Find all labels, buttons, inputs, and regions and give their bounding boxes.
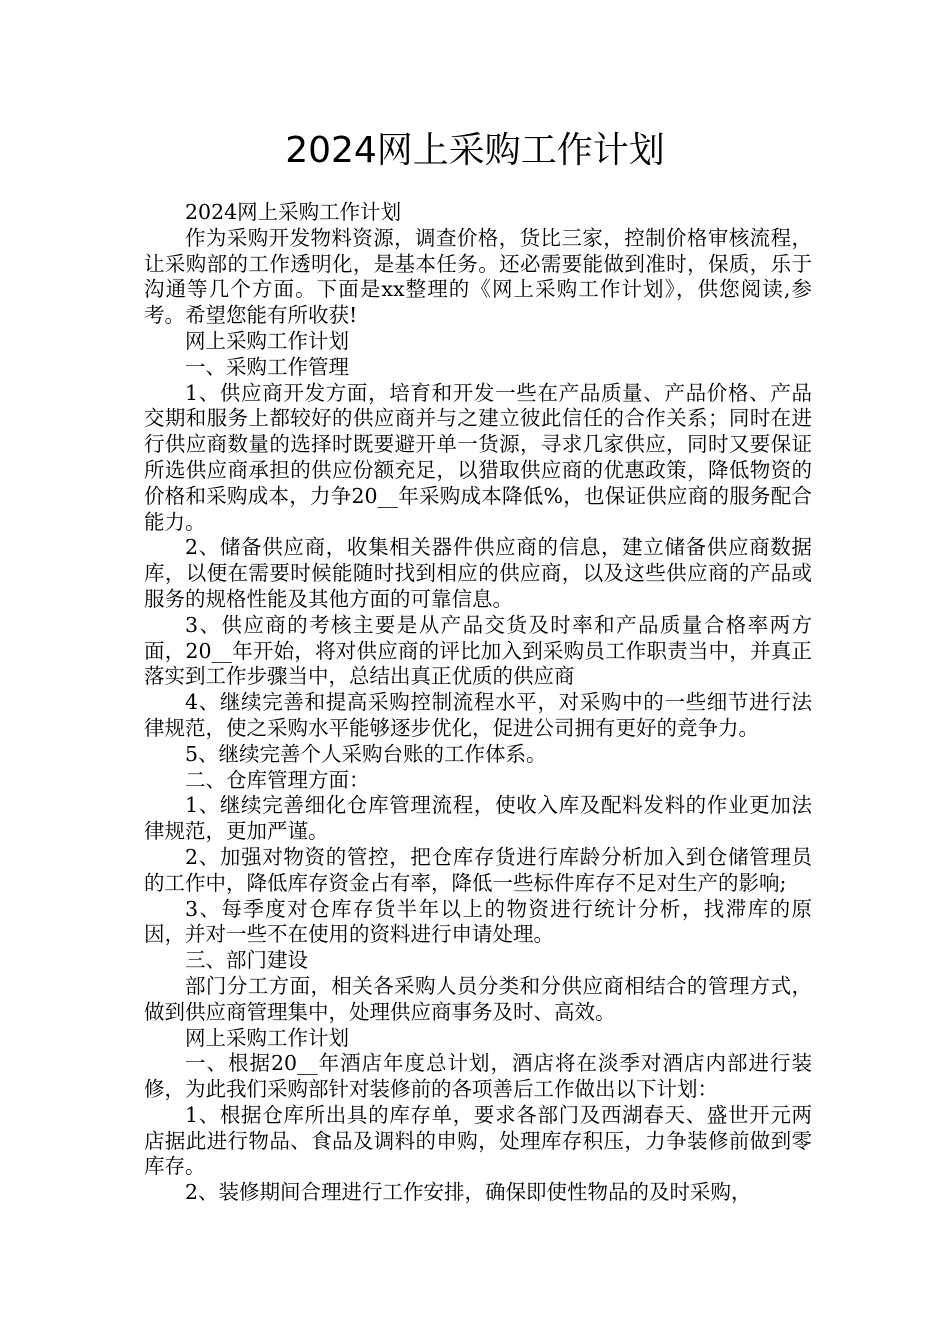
paragraph: 1、根据仓库所出具的库存单，要求各部门及西湖春天、盛世开元两店据此进行物品、食品及调料的申购，处理库存积压，力争装修前做到零库存。 bbox=[144, 1102, 812, 1179]
document-title: 2024网上采购工作计划 bbox=[285, 130, 665, 171]
paragraph: 4、继续完善和提高采购控制流程水平，对采购中的一些细节进行法律规范，使之采购水平能够逐步优化，促进公司拥有更好的竞争力。 bbox=[144, 690, 812, 740]
paragraph: 一、根据20__年酒店年度总计划，酒店将在淡季对酒店内部进行装修，为此我们采购部针对装修前的各项善后工作做出以下计划： bbox=[144, 1051, 812, 1102]
paragraph: 1、继续完善细化仓库管理流程，使收入库及配料发料的作业更加法律规范，更加严谨。 bbox=[144, 793, 812, 844]
paragraph: 5、继续完善个人采购台账的工作体系。 bbox=[185, 741, 547, 766]
paragraph-intro: 作为采购开发物料资源，调查价格，货比三家，控制价格审核流程，让采购部的工作透明化，是基本任务。还必需要能做到准时，保质，乐于沟通等几个方面。下面是xx整理的《网上采购工作计划》，供您阅读,参考。希望您能有所收获! bbox=[144, 225, 812, 328]
section-heading: 一、采购工作管理 bbox=[185, 354, 349, 379]
paragraph: 2、加强对物资的管控，把仓库存货进行库龄分析加入到仓储管理员的工作中，降低库存资金占有率，降低一些标件库存不足对生产的影响; bbox=[144, 844, 812, 895]
section-heading: 三、部门建设 bbox=[185, 948, 308, 973]
paragraph: 3、每季度对仓库存货半年以上的物资进行统计分析，找滞库的原因，并对一些不在使用的资料进行申请处理。 bbox=[144, 896, 812, 947]
paragraph: 1、供应商开发方面，培育和开发一些在产品质量、产品价格、产品交期和服务上都较好的供应商并与之建立彼此信任的合作关系；同时在进行供应商数量的选择时既要避开单一货源，寻求几家供应，同时又要保证所选供应商承担的供应份额充足，以猎取供应商的优惠政策，降低物资的价格和采购成本，力争20__年采购成本降低%，也保证供应商的服务配合能力。 bbox=[144, 380, 812, 534]
document-body bbox=[144, 200, 812, 1206]
paragraph: 2、储备供应商，收集相关器件供应商的信息，建立储备供应商数据库，以便在需要时候能随时找到相应的供应商，以及这些供应商的产品或服务的规格性能及其他方面的可靠信息。 bbox=[144, 535, 812, 611]
section-heading: 二、仓库管理方面： bbox=[185, 767, 370, 792]
paragraph-heading: 网上采购工作计划 bbox=[185, 328, 349, 353]
paragraph: 2、装修期间合理进行工作安排，确保即使性物品的及时采购， bbox=[185, 1180, 752, 1205]
paragraph: 3、供应商的考核主要是从产品交货及时率和产品质量合格率两方面，20__年开始，将对供应商的评比加入到采购员工作职责当中，并真正落实到工作步骤当中，总结出真正优质的供应商 bbox=[144, 612, 812, 689]
paragraph-heading: 网上采购工作计划 bbox=[185, 1025, 349, 1050]
paragraph: 部门分工方面，相关各采购人员分类和分供应商相结合的管理方式，做到供应商管理集中，处理供应商事务及时、高效。 bbox=[144, 973, 812, 1024]
paragraph-subtitle: 2024网上采购工作计划 bbox=[185, 200, 402, 224]
